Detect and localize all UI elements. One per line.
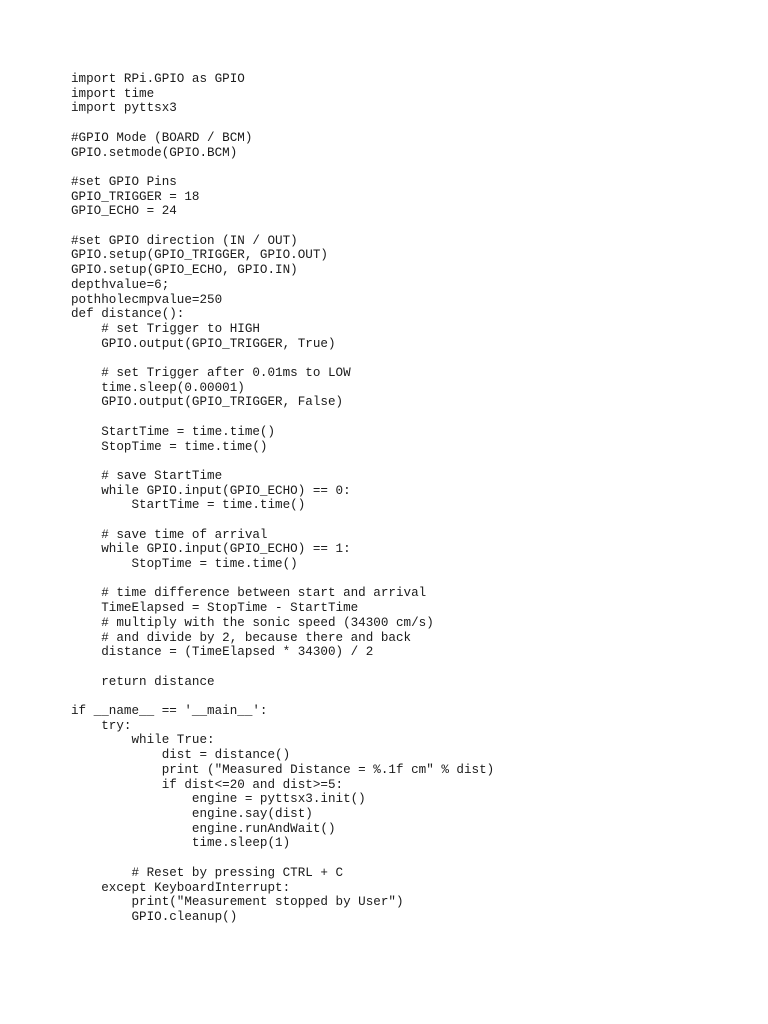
code-line: return distance — [71, 674, 215, 689]
code-line: # set Trigger after 0.01ms to LOW — [71, 366, 351, 380]
code-line: depthvalue=6; — [71, 277, 170, 292]
code-line: GPIO.cleanup() — [71, 909, 238, 924]
code-line — [71, 572, 494, 587]
code-line: #GPIO Mode (BOARD / BCM) — [71, 130, 253, 145]
code-line: GPIO_TRIGGER = 18 — [71, 189, 200, 204]
code-line — [71, 513, 494, 528]
code-line: engine.say(dist) — [71, 807, 313, 821]
code-line — [71, 219, 494, 234]
code-line: try: — [71, 718, 132, 733]
code-line: # save StartTime — [71, 468, 223, 483]
code-listing — [71, 72, 494, 925]
code-line: StartTime = time.time() — [71, 498, 306, 513]
code-line: GPIO_ECHO = 24 — [71, 204, 177, 219]
code-line: # and divide by 2, because there and back — [71, 630, 412, 645]
code-line — [71, 410, 494, 425]
code-line: while GPIO.input(GPIO_ECHO) == 0: — [71, 483, 351, 498]
code-line — [71, 116, 494, 131]
code-line: # set Trigger to HIGH — [71, 321, 260, 336]
code-line: #set GPIO Pins — [71, 174, 177, 189]
code-line: engine = pyttsx3.init() — [71, 792, 366, 807]
code-line: GPIO.setup(GPIO_ECHO, GPIO.IN) — [71, 263, 298, 278]
code-line: if dist<=20 and dist>=5: — [71, 777, 344, 792]
code-line — [71, 660, 494, 675]
code-line: StartTime = time.time() — [71, 424, 276, 439]
code-line: import RPi.GPIO as GPIO — [71, 72, 245, 86]
code-line: print("Measurement stopped by User") — [71, 895, 404, 910]
code-line: GPIO.output(GPIO_TRIGGER, False) — [71, 395, 344, 410]
code-line — [71, 851, 494, 866]
code-line: dist = distance() — [71, 748, 291, 763]
code-line: print ("Measured Distance = %.1f cm" % dist) — [71, 762, 495, 777]
code-line: #set GPIO direction (IN / OUT) — [71, 233, 298, 248]
code-line: time.sleep(1) — [71, 836, 291, 851]
code-line: GPIO.setmode(GPIO.BCM) — [71, 145, 238, 160]
code-line: except KeyboardInterrupt: — [71, 880, 291, 895]
code-line: GPIO.output(GPIO_TRIGGER, True) — [71, 336, 336, 351]
code-line — [71, 454, 494, 469]
code-line: if __name__ == '__main__': — [71, 704, 268, 719]
code-line: engine.runAndWait() — [71, 821, 336, 836]
code-line: # time difference between start and arrival — [71, 586, 427, 601]
code-line: import pyttsx3 — [71, 101, 177, 116]
code-line: def distance(): — [71, 307, 185, 322]
code-line: while GPIO.input(GPIO_ECHO) == 1: — [71, 542, 351, 557]
code-line: TimeElapsed = StopTime - StartTime — [71, 601, 359, 616]
code-line: import time — [71, 86, 155, 101]
code-line — [71, 160, 494, 175]
code-line: time.sleep(0.00001) — [71, 380, 245, 395]
code-line: # Reset by pressing CTRL + C — [71, 865, 344, 880]
code-line — [71, 351, 494, 366]
code-line — [71, 689, 494, 704]
code-line: StopTime = time.time() — [71, 557, 298, 572]
code-line: # multiply with the sonic speed (34300 cm/s) — [71, 615, 434, 630]
code-line: pothholecmpvalue=250 — [71, 292, 223, 307]
code-line: GPIO.setup(GPIO_TRIGGER, GPIO.OUT) — [71, 248, 328, 263]
code-line: while True: — [71, 733, 215, 748]
code-line: StopTime = time.time() — [71, 439, 268, 454]
code-line: distance = (TimeElapsed * 34300) / 2 — [71, 645, 374, 660]
code-line: # save time of arrival — [71, 527, 268, 542]
